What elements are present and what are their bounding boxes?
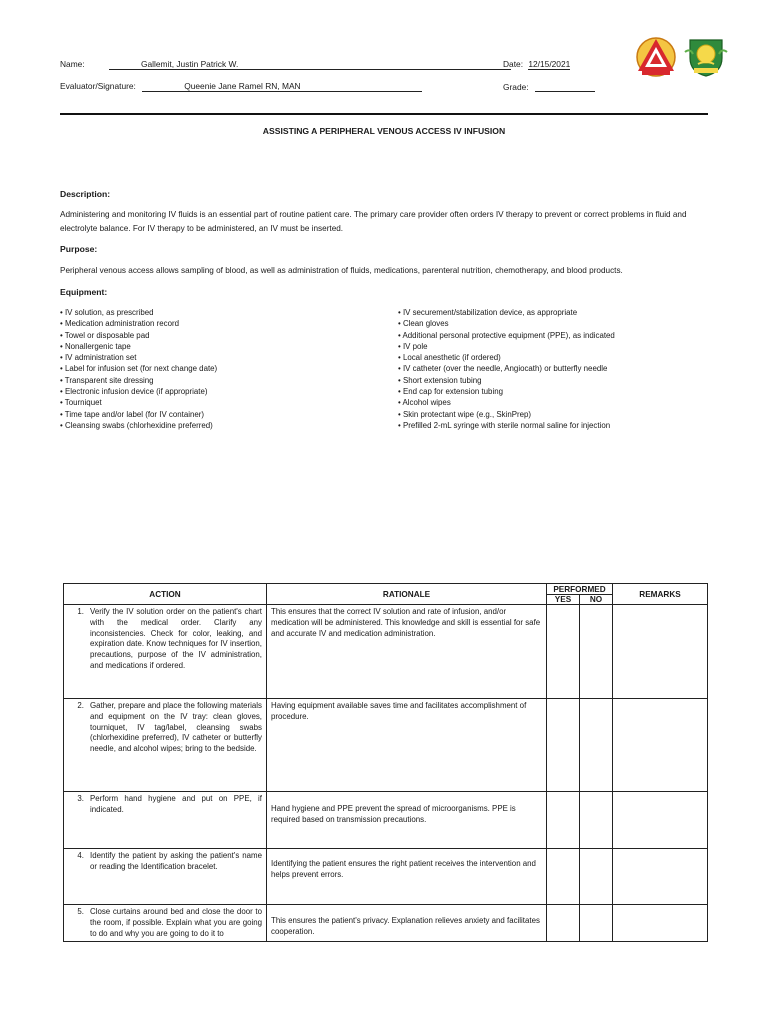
- no-checkbox-cell[interactable]: [580, 849, 613, 905]
- action-text: Close curtains around bed and close the door to the room, if possible. Explain what you are going to do and why you are going to do it to: [90, 907, 262, 938]
- remarks-cell[interactable]: [613, 605, 708, 699]
- step-number: 5.: [77, 907, 84, 916]
- procedure-checklist-table: [63, 583, 708, 942]
- yes-checkbox-cell[interactable]: [547, 792, 580, 849]
- equipment-item: • IV securement/stabilization device, as appropriate: [398, 308, 578, 317]
- action-text: Verify the IV solution order on the patient's chart with the medical order. Clarify any inconsistencies. Check for color, leaking, and expiration date. Know techniques for IV insertion, precautions, purpose of the IV administration, and medications if ordered.: [90, 607, 262, 670]
- rationale-cell: Having equipment available saves time and facilitates accomplishment of procedure.: [267, 699, 547, 792]
- equipment-item: • Nonallergenic tape: [60, 341, 131, 351]
- no-checkbox-cell[interactable]: [580, 792, 613, 849]
- equipment-item: • Electronic infusion device (if appropriate): [60, 387, 208, 397]
- equipment-item: • Time tape and/or label (for IV container): [60, 409, 204, 419]
- equipment-item: • Skin protectant wipe (e.g., SkinPrep): [398, 409, 532, 419]
- purpose-heading: Purpose:: [60, 244, 98, 254]
- action-text: Perform hand hygiene and put on PPE, if indicated.: [90, 794, 262, 814]
- equipment-item: • Prefilled 2-mL syringe with sterile normal saline for injection: [398, 420, 611, 430]
- action-cell: [64, 905, 267, 942]
- yes-checkbox-cell[interactable]: [547, 905, 580, 942]
- description-heading: Description:: [60, 189, 111, 199]
- equipment-item: • IV catheter (over the needle, Angiocath) or butterfly needle: [398, 364, 608, 374]
- equipment-item: • Label for infusion set (for next change date): [60, 364, 218, 374]
- rationale-header: RATIONALE: [267, 584, 547, 605]
- description-text: Administering and monitoring IV fluids is an essential part of routine patient care. The primary care provider often orders IV therapy to prevent or correct problems in fluid and electrolyte balance. For IV therapy to be administered, an IV must be inserted.: [60, 210, 687, 233]
- remarks-cell[interactable]: [613, 905, 708, 942]
- equipment-item: • IV administration set: [60, 353, 137, 363]
- equipment-item: • Short extension tubing: [398, 375, 482, 385]
- name-value: Gallemit, Justin Patrick W.: [109, 59, 511, 70]
- evaluator-value: Queenie Jane Ramel RN, MAN: [142, 81, 422, 92]
- action-cell: [64, 792, 267, 849]
- equipment-item: • Local anesthetic (if ordered): [398, 353, 501, 363]
- rationale-cell: This ensures that the correct IV solution and rate of infusion, and/or medication will be administered. This knowledge and skill is essential for safe and accurate IV and medication administration.: [267, 605, 547, 699]
- step-number: 3.: [77, 794, 84, 803]
- grade-label: Grade:: [503, 82, 529, 92]
- remarks-cell[interactable]: [613, 792, 708, 849]
- action-cell: [64, 699, 267, 792]
- no-checkbox-cell[interactable]: [580, 905, 613, 942]
- equipment-item: • Alcohol wipes: [398, 398, 451, 408]
- yes-checkbox-cell[interactable]: [547, 605, 580, 699]
- college-seal-logo: [684, 34, 728, 78]
- action-header: ACTION: [64, 584, 267, 605]
- equipment-item: • Tourniquet: [60, 398, 102, 408]
- remarks-cell[interactable]: [613, 849, 708, 905]
- grade-value: [535, 81, 595, 92]
- date-value: 12/15/2021: [528, 59, 571, 69]
- action-cell: [64, 849, 267, 905]
- equipment-item: • IV pole: [398, 341, 428, 351]
- equipment-list-right: [398, 307, 615, 431]
- step-number: 1.: [77, 607, 84, 616]
- equipment-item: • Medication administration record: [60, 319, 179, 329]
- rationale-cell: This ensures the patient's privacy. Explanation relieves anxiety and facilitates cooperation.: [267, 905, 547, 942]
- equipment-item: • IV solution, as prescribed: [60, 308, 154, 317]
- table-row: [64, 699, 708, 792]
- equipment-item: • Towel or disposable pad: [60, 330, 150, 340]
- institution-logo-triangle: [634, 34, 678, 78]
- action-cell: [64, 605, 267, 699]
- grade-row: [503, 81, 595, 92]
- rationale-cell: Identifying the patient ensures the right patient receives the intervention and helps prevent errors.: [267, 849, 547, 905]
- no-header: NO: [580, 595, 613, 605]
- no-checkbox-cell[interactable]: [580, 605, 613, 699]
- date-label: Date:: [503, 59, 524, 69]
- remarks-header: REMARKS: [613, 584, 708, 605]
- remarks-cell[interactable]: [613, 699, 708, 792]
- equipment-item: • Additional personal protective equipment (PPE), as indicated: [398, 330, 615, 340]
- table-row: [64, 849, 708, 905]
- step-number: 4.: [77, 851, 84, 860]
- equipment-list-left: [60, 307, 217, 431]
- table-row: [64, 605, 708, 699]
- name-row: [60, 59, 511, 70]
- step-number: 2.: [77, 701, 84, 710]
- rationale-cell: Hand hygiene and PPE prevent the spread of microorganisms. PPE is required based on transmission precautions.: [267, 792, 547, 849]
- action-text: Gather, prepare and place the following materials and equipment on the IV tray: clean gloves, tourniquet, IV tag/label, cleansing swabs (chlorhexidine preferred), IV catheter or butterfly needle, and alcohol wipes; bring to the bedside.: [90, 701, 262, 754]
- no-checkbox-cell[interactable]: [580, 699, 613, 792]
- evaluator-row: [60, 81, 422, 92]
- yes-header: YES: [547, 595, 580, 605]
- document-title: ASSISTING A PERIPHERAL VENOUS ACCESS IV INFUSION: [262, 126, 506, 136]
- equipment-item: • End cap for extension tubing: [398, 387, 503, 397]
- equipment-heading: Equipment:: [60, 287, 108, 297]
- yes-checkbox-cell[interactable]: [547, 849, 580, 905]
- table-row: [64, 792, 708, 849]
- performed-header: PERFORMED: [547, 584, 613, 595]
- purpose-text: Peripheral venous access allows sampling of blood, as well as administration of fluids, medications, parenteral nutrition, chemotherapy, and blood products.: [60, 266, 623, 275]
- equipment-item: • Clean gloves: [398, 319, 449, 329]
- table-row: [64, 905, 708, 942]
- action-text: Identify the patient by asking the patient's name or reading the Identification bracelet.: [90, 851, 262, 871]
- name-label: Name:: [60, 59, 85, 69]
- yes-checkbox-cell[interactable]: [547, 699, 580, 792]
- header-divider: [60, 113, 708, 115]
- equipment-item: • Cleansing swabs (chlorhexidine preferred): [60, 420, 213, 430]
- date-row: [503, 59, 570, 70]
- equipment-item: • Transparent site dressing: [60, 375, 154, 385]
- evaluator-label: Evaluator/Signature:: [60, 81, 136, 91]
